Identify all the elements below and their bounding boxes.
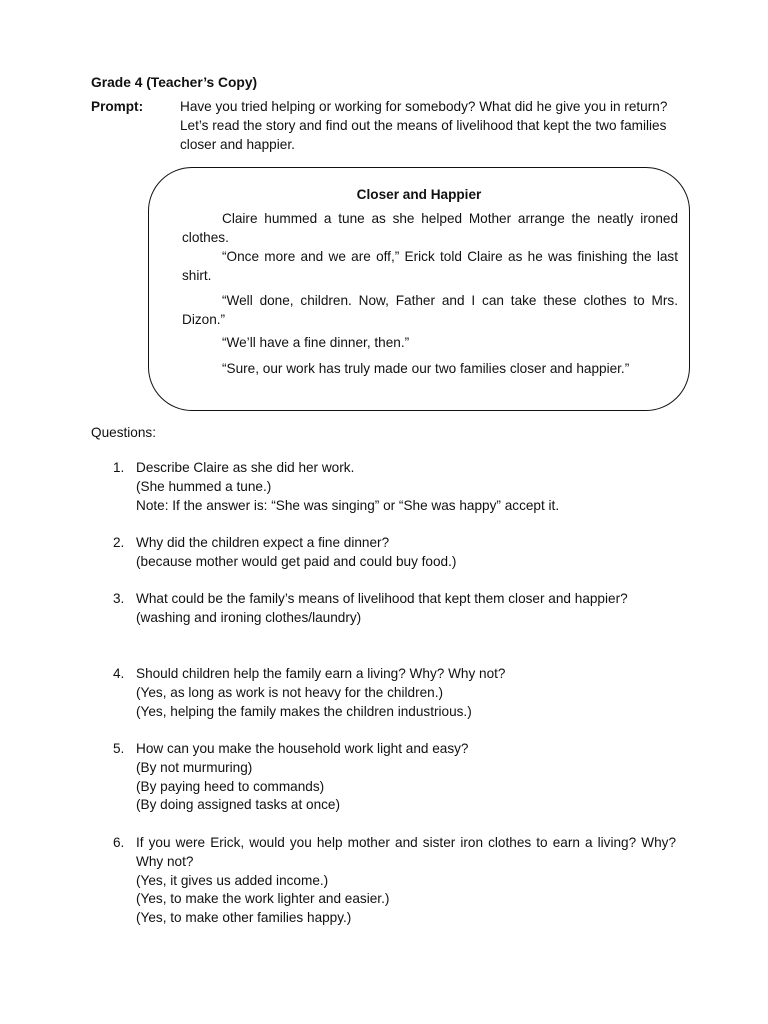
story-paragraph: “Once more and we are off,” Erick told Claire as he was finishing the last shirt. (182, 249, 678, 283)
question-answer: (By not murmuring) (136, 759, 253, 775)
question-answer: (By paying heed to commands) (136, 778, 325, 794)
question-number: 4. (113, 666, 125, 681)
question-number: 6. (113, 835, 125, 850)
question-answer: (Yes, it gives us added income.) (136, 872, 329, 888)
question-answer: (Yes, to make other families happy.) (136, 910, 352, 926)
question-text: Why did the children expect a fine dinner? (136, 535, 390, 550)
story-paragraph: Claire hummed a tune as she helped Mother arrange the neatly ironed clothes. (182, 211, 678, 245)
question-text: If you were Erick, would you help mother and sister iron clothes to earn a living? Why? Why not? (136, 835, 676, 869)
question-number: 2. (113, 535, 125, 550)
question-text: How can you make the household work light and easy? (136, 741, 469, 756)
question-answer: (By doing assigned tasks at once) (136, 797, 341, 813)
story-paragraph: “Sure, our work has truly made our two families closer and happier.” (222, 361, 630, 376)
question-answer: (She hummed a tune.) (136, 478, 272, 494)
question-answer: (Yes, as long as work is not heavy for the children.) (136, 684, 444, 700)
question-answer: (Yes, to make the work lighter and easier.) (136, 891, 390, 907)
question-number: 5. (113, 741, 125, 756)
question-answer: Note: If the answer is: “She was singing” or “She was happy” accept it. (136, 497, 560, 513)
story-paragraph: “We’ll have a fine dinner, then.” (222, 335, 410, 350)
question-number: 1. (113, 460, 125, 475)
question-text: Should children help the family earn a living? Why? Why not? (136, 666, 506, 681)
story-paragraph: “Well done, children. Now, Father and I can take these clothes to Mrs. Dizon.” (182, 293, 678, 327)
question-number: 3. (113, 591, 125, 606)
story-title: Closer and Happier (356, 187, 482, 202)
question-answer: (Yes, helping the family makes the children industrious.) (136, 703, 472, 719)
question-answer: (washing and ironing clothes/laundry) (136, 609, 362, 625)
questions-label: Questions: (91, 425, 156, 440)
prompt-text: Have you tried helping or working for somebody? What did he give you in return? Let’s read the story and find out the means of livelihood that kept the two families closer and happier. (180, 99, 668, 152)
prompt-label: Prompt: (91, 99, 144, 114)
story-box (148, 167, 690, 411)
document-heading: Grade 4 (Teacher’s Copy) (91, 75, 258, 90)
question-text: What could be the family’s means of livelihood that kept them closer and happier? (136, 591, 628, 606)
question-answer: (because mother would get paid and could buy food.) (136, 553, 457, 569)
question-text: Describe Claire as she did her work. (136, 460, 355, 475)
